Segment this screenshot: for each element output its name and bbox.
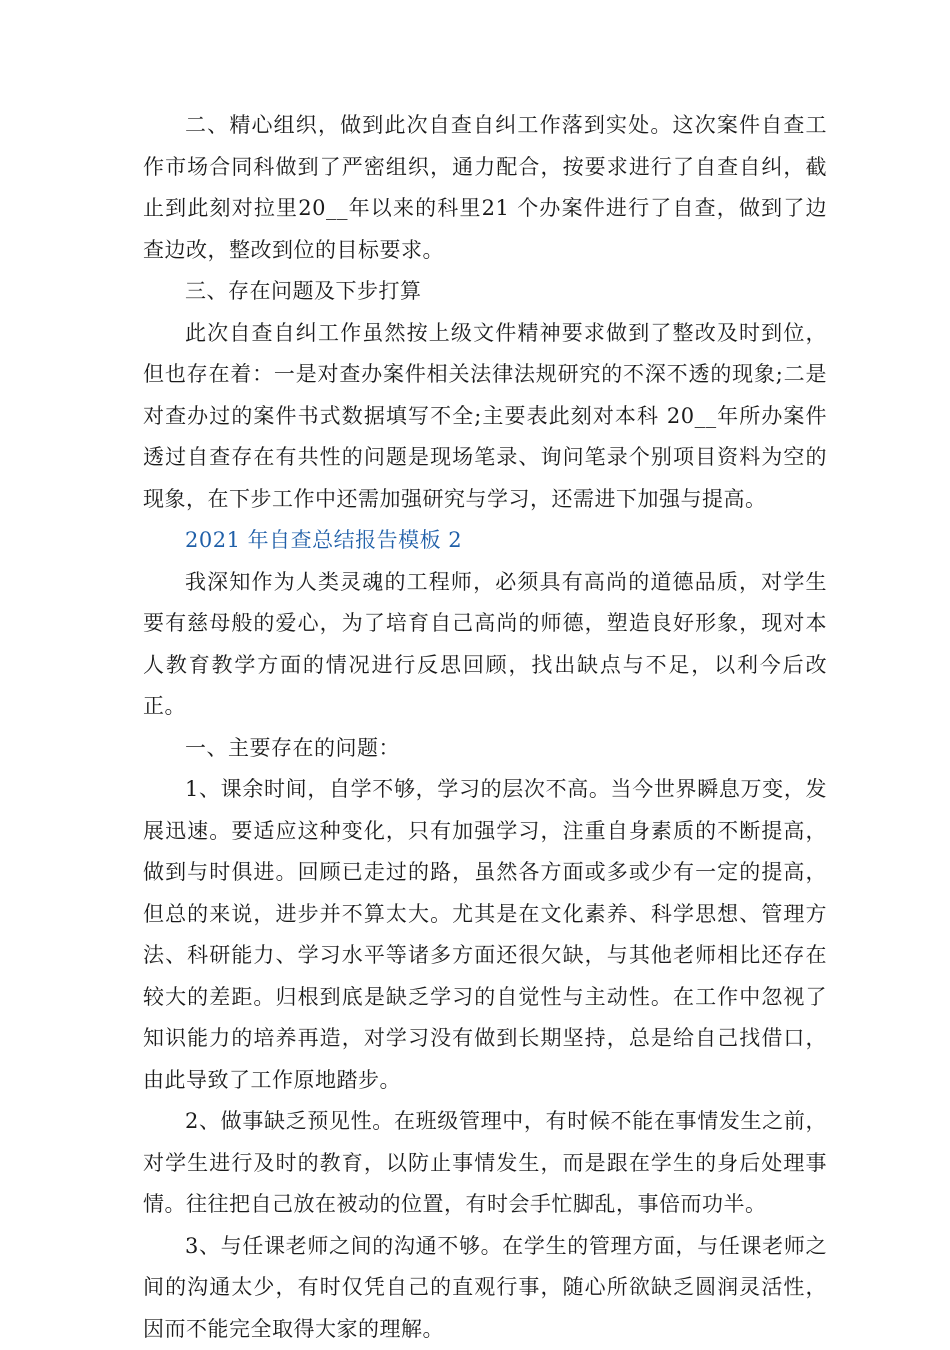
paragraph-section-three-body: 此次自查自纠工作虽然按上级文件精神要求做到了整改及时到位，但也存在着：一是对查办案件相关法律法规研究的不深不透的现象;二是对查办过的案件书式数据填写不全;主要表此刻对本科 20__年所办案件透过自查存在有共性的问题是现场笔录、询问笔录个别项目资料为空的现象，在下步工作中还需加强研究与学习，还需进下加强与提高。	[143, 313, 827, 521]
document-page	[143, 105, 827, 1350]
paragraph-intro: 我深知作为人类灵魂的工程师，必须具有高尚的道德品质，对学生要有慈母般的爱心，为了培育自己高尚的师德，塑造良好形象，现对本人教育教学方面的情况进行反思回顾，找出缺点与不足，以利今后改正。	[143, 562, 827, 728]
paragraph-section-three-title: 三、存在问题及下步打算	[143, 271, 827, 313]
paragraph-problems-title: 一、主要存在的问题：	[143, 728, 827, 770]
paragraph-problem-three: 3、与任课老师之间的沟通不够。在学生的管理方面，与任课老师之间的沟通太少，有时仅凭自己的直观行事，随心所欲缺乏圆润灵活性，因而不能完全取得大家的理解。	[143, 1226, 827, 1350]
paragraph-section-two: 二、精心组织，做到此次自查自纠工作落到实处。这次案件自查工作市场合同科做到了严密组织，通力配合，按要求进行了自查自纠，截止到此刻对拉里20__年以来的科里21 个办案件进行了自查，做到了边查边改，整改到位的目标要求。	[143, 105, 827, 271]
paragraph-problem-two: 2、做事缺乏预见性。在班级管理中，有时候不能在事情发生之前，对学生进行及时的教育，以防止事情发生，而是跟在学生的身后处理事情。往往把自己放在被动的位置，有时会手忙脚乱，事倍而功半。	[143, 1101, 827, 1226]
template-heading: 2021 年自查总结报告模板 2	[143, 520, 827, 562]
paragraph-problem-one: 1、课余时间，自学不够，学习的层次不高。当今世界瞬息万变，发展迅速。要适应这种变化，只有加强学习，注重自身素质的不断提高，做到与时俱进。回顾已走过的路，虽然各方面或多或少有一定的提高，但总的来说，进步并不算太大。尤其是在文化素养、科学思想、管理方法、科研能力、学习水平等诸多方面还很欠缺，与其他老师相比还存在较大的差距。归根到底是缺乏学习的自觉性与主动性。在工作中忽视了知识能力的培养再造，对学习没有做到长期坚持，总是给自己找借口，由此导致了工作原地踏步。	[143, 769, 827, 1101]
